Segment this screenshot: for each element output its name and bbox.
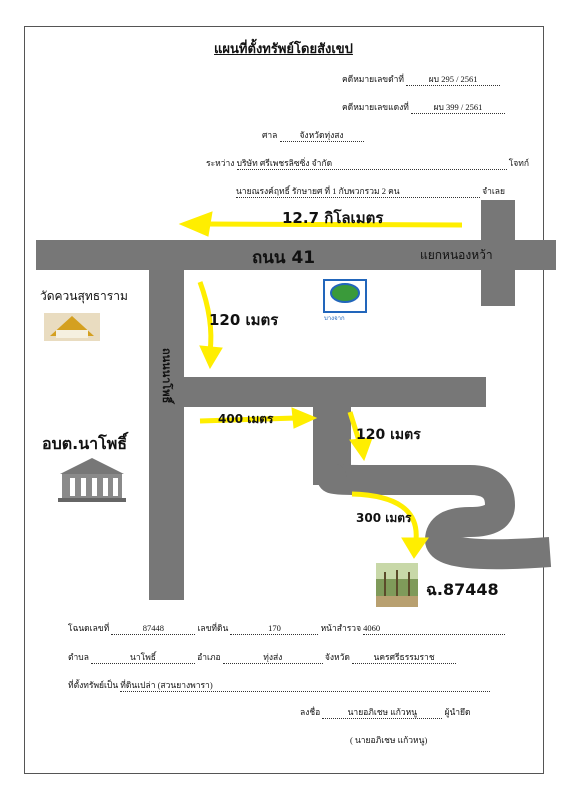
distance-300m: 300 เมตร [356, 511, 412, 525]
survey-label: หน้าสำรวจ [320, 623, 362, 633]
arrow-12km-head [180, 212, 212, 236]
defendant-value: นายณรงค์ฤทธิ์ รักษายศ ที่ 1 กับพวกรวม 2 คน [236, 186, 480, 198]
property-label: ที่ตั้งทรัพย์เป็น [68, 680, 119, 690]
district-label: อำเภอ [197, 652, 221, 662]
distance-400m: 400 เมตร [218, 412, 274, 426]
district-value: ทุ่งส่ง [223, 652, 323, 664]
black-case-label: คดีหมายเลขดำที่ [342, 74, 404, 84]
arrow-300m-head [402, 538, 428, 558]
land-photo [376, 563, 418, 607]
road-41-label: ถนน 41 [252, 248, 316, 268]
distance-120m-b: 120 เมตร [356, 427, 421, 443]
between-label: ระหว่าง [206, 158, 235, 168]
land-no-value: 170 [230, 623, 318, 635]
document-title: แผนที่ตั้งทรัพย์โดยสังเขป [214, 41, 353, 56]
office-building-icon [58, 458, 126, 502]
office-label: อบต.นาโพธิ์ [42, 434, 128, 453]
subdistrict-label: ตำบล [68, 652, 89, 662]
distance-top-label: 12.7 กิโลเมตร [282, 209, 384, 227]
sign-row [300, 707, 471, 719]
bangchak-logo-leaf [331, 284, 359, 302]
plaintiff-value: บริษัท ศรีเพชรลิซซิ่ง จำกัด [237, 158, 507, 170]
junction-label: แยกหนองหว้า [420, 248, 493, 262]
location-row [68, 652, 456, 664]
distance-120m-a: 120 เมตร [209, 311, 279, 329]
land-no-label: เลขที่ดิน [197, 623, 229, 633]
side-road-label: ถนนนาโพธิ์ [160, 348, 173, 404]
deed-row [68, 623, 505, 635]
plaintiff-role: โจทก์ [508, 158, 529, 168]
deed-code-label: ฉ.87448 [426, 580, 499, 599]
temple-label: วัดควนสุทธาราม [40, 289, 128, 303]
deed-label: โฉนดเลขที่ [68, 623, 110, 633]
arrow-400m-head [292, 408, 316, 428]
signer-printed: ( นายอภิเชษ แก้วหนู) [350, 735, 428, 745]
defendant-role: จำเลย [482, 186, 505, 196]
arrow-120m-a-head [200, 346, 222, 368]
bangchak-logo-text: บางจาก [324, 315, 345, 322]
signer-role: ผู้นำยึด [444, 707, 471, 717]
province-value: นครศรีธรรมราช [352, 652, 456, 664]
black-case-value: ผบ 295 / 2561 [406, 74, 500, 86]
signer-value: นายอภิเชษ แก้วหนู [322, 707, 442, 719]
court-value: จังหวัดทุ่งสง [280, 130, 364, 142]
property-value: ที่ดินเปล่า (สวนยางพารา) [120, 680, 490, 692]
red-case-label: คดีหมายเลขแดงที่ [342, 102, 409, 112]
province-label: จังหวัด [324, 652, 350, 662]
survey-value: 4060 [363, 623, 505, 635]
sign-label: ลงชื่อ [300, 707, 321, 717]
subdistrict-value: นาโพธิ์ [91, 652, 195, 664]
court-label: ศาล [262, 130, 278, 140]
deed-value: 87448 [111, 623, 195, 635]
red-case-value: ผบ 399 / 2561 [411, 102, 505, 114]
property-row [68, 680, 490, 692]
